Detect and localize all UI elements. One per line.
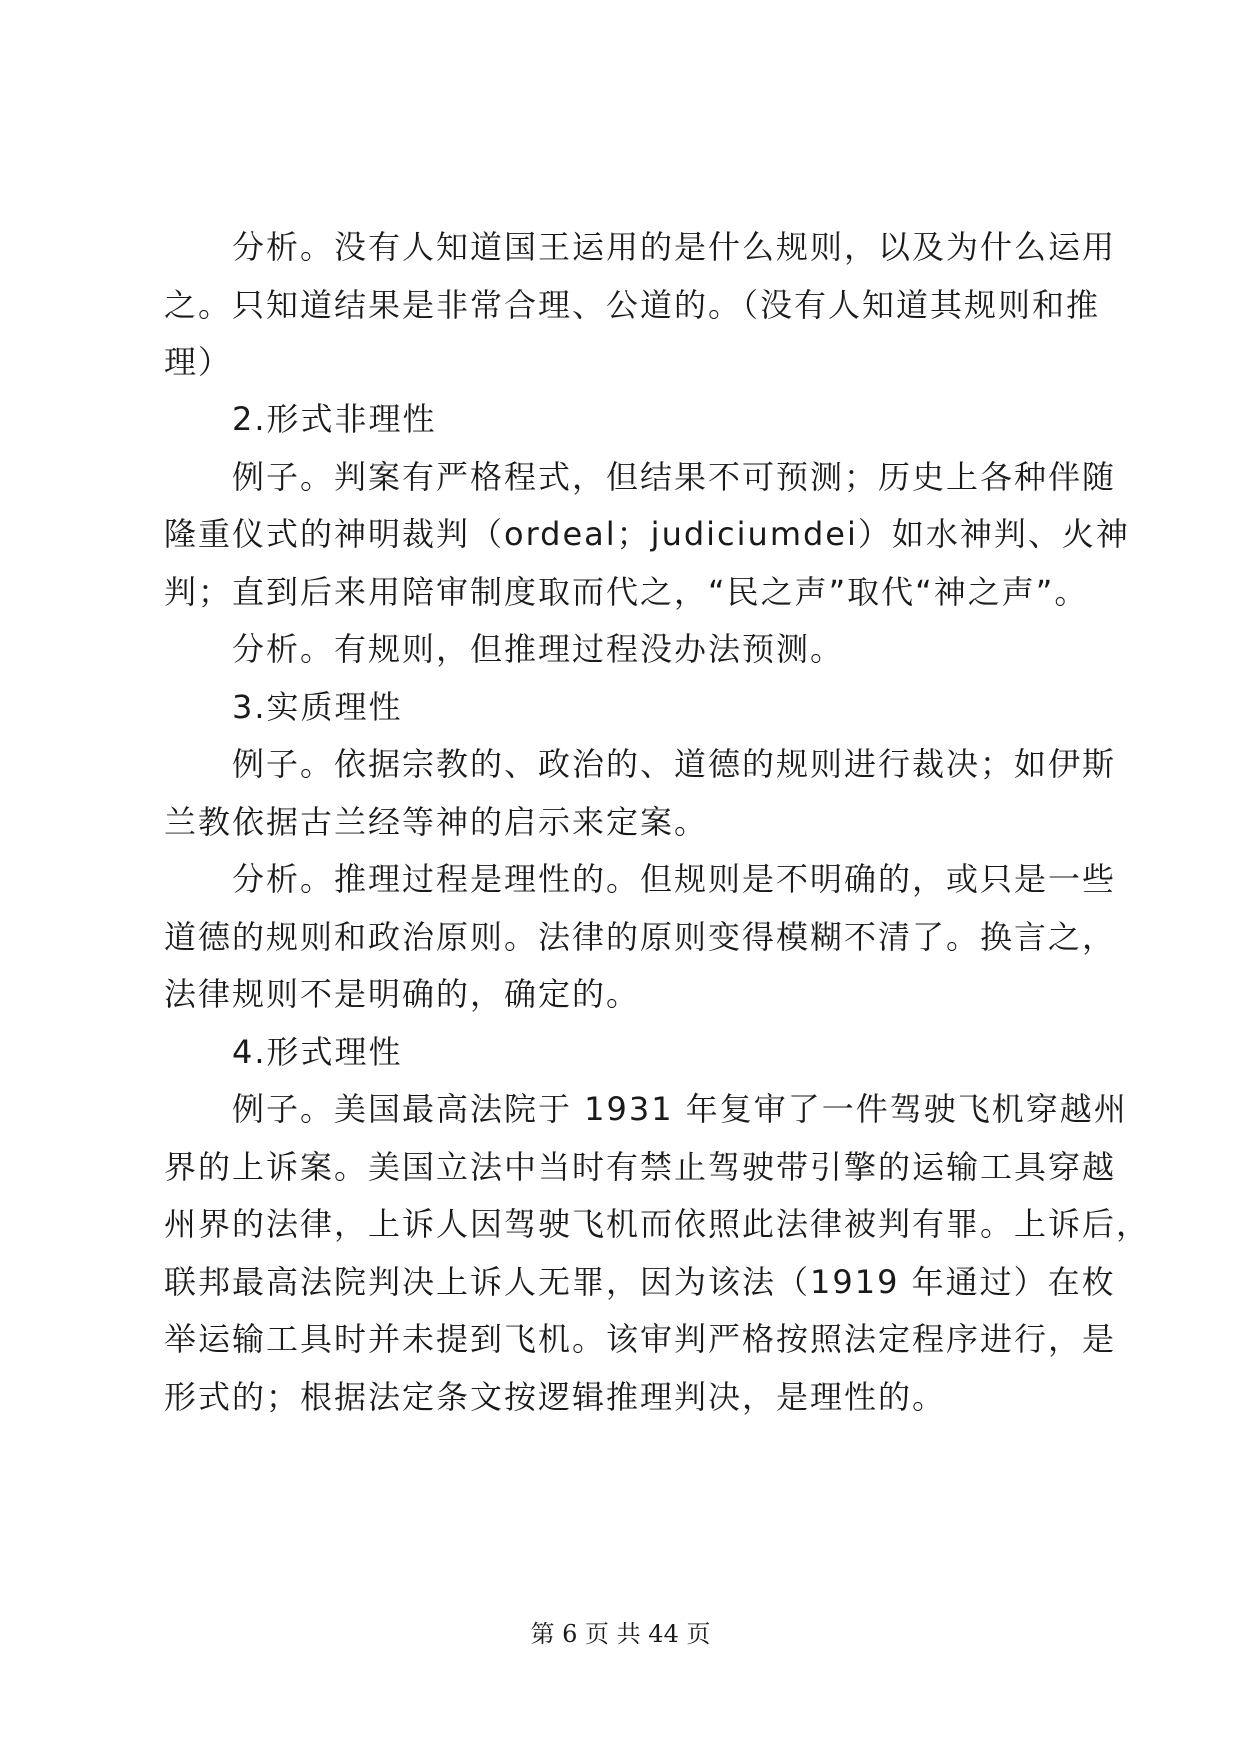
paragraph-line: 分析。有规则，但推理过程没办法预测。 (232, 630, 845, 668)
paragraph-line: 例子。判案有严格程式，但结果不可预测；历史上各种伴随 (232, 458, 1117, 496)
section-heading: 2.形式非理性 (232, 400, 437, 438)
paragraph-line: 州界的法律，上诉人因驾驶飞机而依照此法律被判有罪。上诉后， (164, 1205, 1151, 1243)
paragraph-line: 道德的规则和政治原则。法律的原则变得模糊不清了。换言之， (164, 918, 1117, 956)
section-heading: 3.实质理性 (232, 688, 403, 726)
paragraph-line: 分析。没有人知道国王运用的是什么规则，以及为什么运用 (232, 228, 1117, 266)
paragraph-line: 分析。推理过程是理性的。但规则是不明确的，或只是一些 (232, 860, 1117, 898)
section-heading: 4.形式理性 (232, 1033, 403, 1071)
page-number-footer: 第 6 页 共 44 页 (530, 1620, 711, 1648)
paragraph-line: 例子。依据宗教的、政治的、道德的规则进行裁决；如伊斯 (232, 745, 1117, 783)
paragraph-line: 之。只知道结果是非常合理、公道的。（没有人知道其规则和推 (164, 286, 1101, 324)
paragraph-line: 界的上诉案。美国立法中当时有禁止驾驶带引擎的运输工具穿越 (164, 1148, 1117, 1186)
paragraph-line: 形式的；根据法定条文按逻辑推理判决，是理性的。 (164, 1378, 947, 1416)
paragraph-line: 隆重仪式的神明裁判（ordeal；judiciumdei）如水神判、火神 (164, 515, 1130, 553)
paragraph-line: 理） (164, 343, 233, 381)
paragraph-line: 例子。美国最高法院于 1931 年复审了一件驾驶飞机穿越州 (232, 1090, 1128, 1128)
paragraph-line: 举运输工具时并未提到飞机。该审判严格按照法定程序进行，是 (164, 1320, 1117, 1358)
paragraph-line: 法律规则不是明确的，确定的。 (164, 975, 641, 1013)
paragraph-line: 判；直到后来用陪审制度取而代之，“民之声”取代“神之声”。 (164, 573, 1089, 611)
paragraph-line: 联邦最高法院判决上诉人无罪，因为该法（1919 年通过）在枚 (164, 1263, 1116, 1301)
paragraph-line: 兰教依据古兰经等神的启示来定案。 (164, 803, 709, 841)
